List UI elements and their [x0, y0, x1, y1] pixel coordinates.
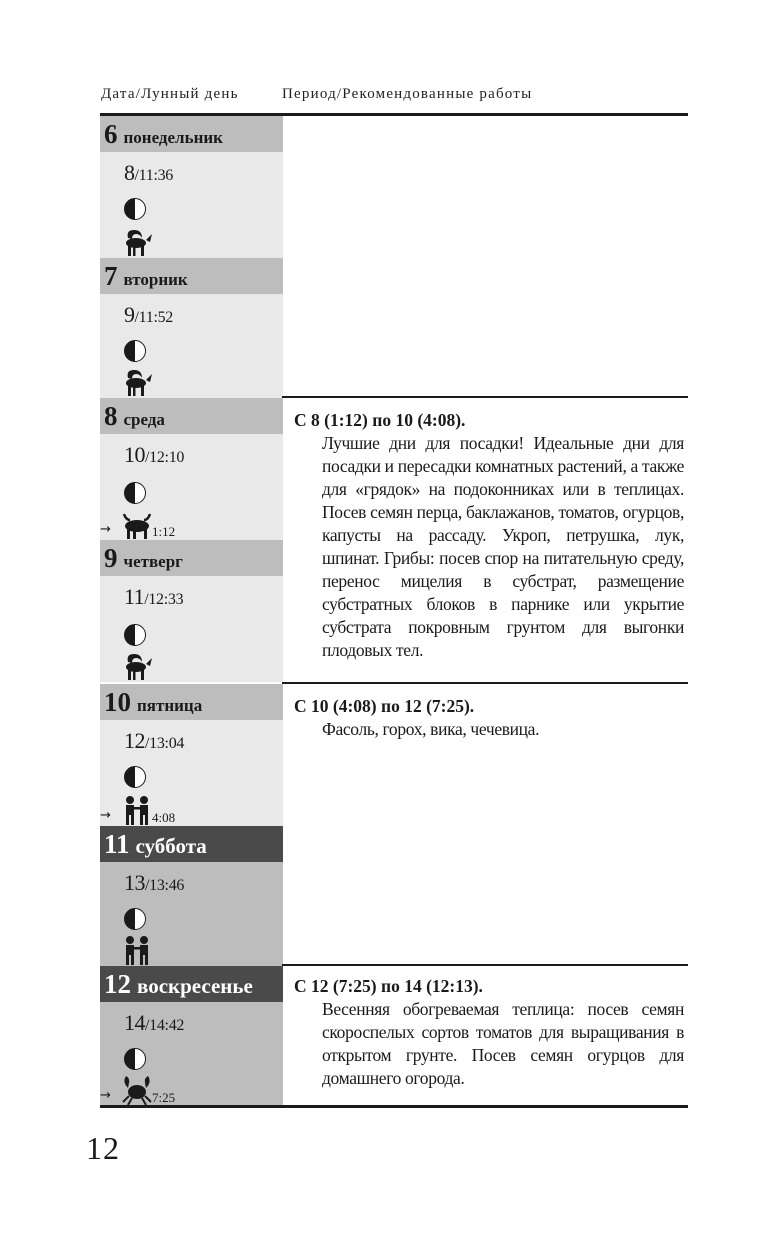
taurus-bull-icon: [120, 508, 154, 540]
day-7: [100, 258, 283, 398]
period-title: С 12 (7:25) по 14 (12:13).: [294, 976, 483, 996]
day-number: 12: [104, 969, 131, 999]
day-bar: [100, 826, 283, 862]
table-header: [101, 86, 688, 103]
aries-ram-icon: [120, 226, 154, 258]
day-weekday: среда: [123, 410, 165, 429]
day-body: [100, 294, 283, 398]
header-date-column: Дата/Лунный день: [101, 86, 239, 102]
aries-ram-icon: [120, 366, 154, 398]
period-block: [294, 974, 684, 1090]
day-weekday: понедельник: [123, 128, 223, 147]
day-bar: [100, 684, 283, 720]
day-weekday: вторник: [123, 270, 188, 289]
moon-phase-icon: [124, 340, 146, 362]
day-9: [100, 540, 283, 682]
day-12: [100, 966, 283, 1106]
day-number: 8: [104, 401, 118, 431]
day-number: 9: [104, 543, 118, 573]
day-number: 10: [104, 687, 131, 717]
moon-phase-icon: [124, 198, 146, 220]
lunar-day: 9/11:52: [124, 302, 173, 327]
moon-phase-icon: [124, 482, 146, 504]
period-text: Лучшие дни для посадки! Идеальные дни для посадки и пересадки комнатных растений, а также для «грядок» на подоконниках или в теплицах. Посев семян перца, баклажанов, томатов, огурцов, капусты на рассаду. Укроп, петрушка, лук, шпинат. Грибы: посев спор на питательную среду, перенос мицелия в субстрат, размещение субстратных блоков в парнике или укрытие субстрата покровным грунтом для выгонки плодовых тел.: [322, 433, 684, 660]
moon-phase-icon: [124, 766, 146, 788]
period-rule: [282, 396, 688, 398]
sign-change-arrow: →: [100, 522, 111, 537]
lunar-day: 12/13:04: [124, 728, 185, 753]
moon-phase-icon: [124, 624, 146, 646]
day-bar: [100, 966, 283, 1002]
period-text: Фасоль, горох, вика, чечевица.: [322, 719, 540, 739]
cancer-crab-icon: [120, 1074, 154, 1106]
day-body: [100, 576, 283, 682]
bottom-rule: [100, 1105, 688, 1108]
day-weekday: воскресенье: [137, 974, 253, 998]
day-bar: [100, 116, 283, 152]
day-number: 7: [104, 261, 118, 291]
period-title: С 8 (1:12) по 10 (4:08).: [294, 410, 466, 430]
day-bar: [100, 398, 283, 434]
period-block: [294, 408, 684, 662]
period-block: [294, 694, 684, 741]
day-number: 6: [104, 119, 118, 149]
day-body: [100, 434, 283, 540]
period-title: С 10 (4:08) по 12 (7:25).: [294, 696, 475, 716]
day-number: 11: [104, 829, 130, 859]
gemini-twins-icon: [120, 934, 154, 966]
lunar-day: 10/12:10: [124, 442, 185, 467]
aries-ram-icon: [120, 650, 154, 682]
period-rule: [282, 682, 688, 684]
day-body: [100, 1002, 283, 1106]
day-8: [100, 398, 283, 540]
day-body: [100, 862, 283, 966]
gemini-twins-icon: [120, 794, 154, 826]
sign-change-time: 7:25: [152, 1090, 176, 1105]
period-rule: [282, 964, 688, 966]
sign-change-arrow: →: [100, 808, 111, 823]
period-text: Весенняя обогреваемая теплица: посев семян скороспелых сортов томатов для выращивания в открытом грунте. Посев семян огурцов для домашнего огорода.: [322, 999, 684, 1088]
day-body: [100, 720, 283, 826]
day-weekday: пятница: [137, 696, 203, 715]
page-number: 12: [86, 1130, 120, 1166]
day-6: [100, 116, 283, 258]
sign-change-time: 1:12: [152, 524, 176, 539]
day-bar: [100, 258, 283, 294]
moon-phase-icon: [124, 908, 146, 930]
lunar-day: 14/14:42: [124, 1010, 185, 1035]
lunar-day: 11/12:33: [124, 584, 184, 609]
day-10: [100, 684, 283, 826]
sign-change-time: 4:08: [152, 810, 176, 825]
lunar-day: 13/13:46: [124, 870, 185, 895]
sign-change-arrow: →: [100, 1088, 111, 1103]
day-body: [100, 152, 283, 258]
day-11: [100, 826, 283, 966]
header-period-column: Период/Рекомендованные работы: [282, 86, 533, 102]
day-weekday: четверг: [123, 552, 183, 571]
lunar-day: 8/11:36: [124, 160, 173, 185]
moon-phase-icon: [124, 1048, 146, 1070]
day-weekday: суббота: [135, 834, 207, 858]
day-bar: [100, 540, 283, 576]
